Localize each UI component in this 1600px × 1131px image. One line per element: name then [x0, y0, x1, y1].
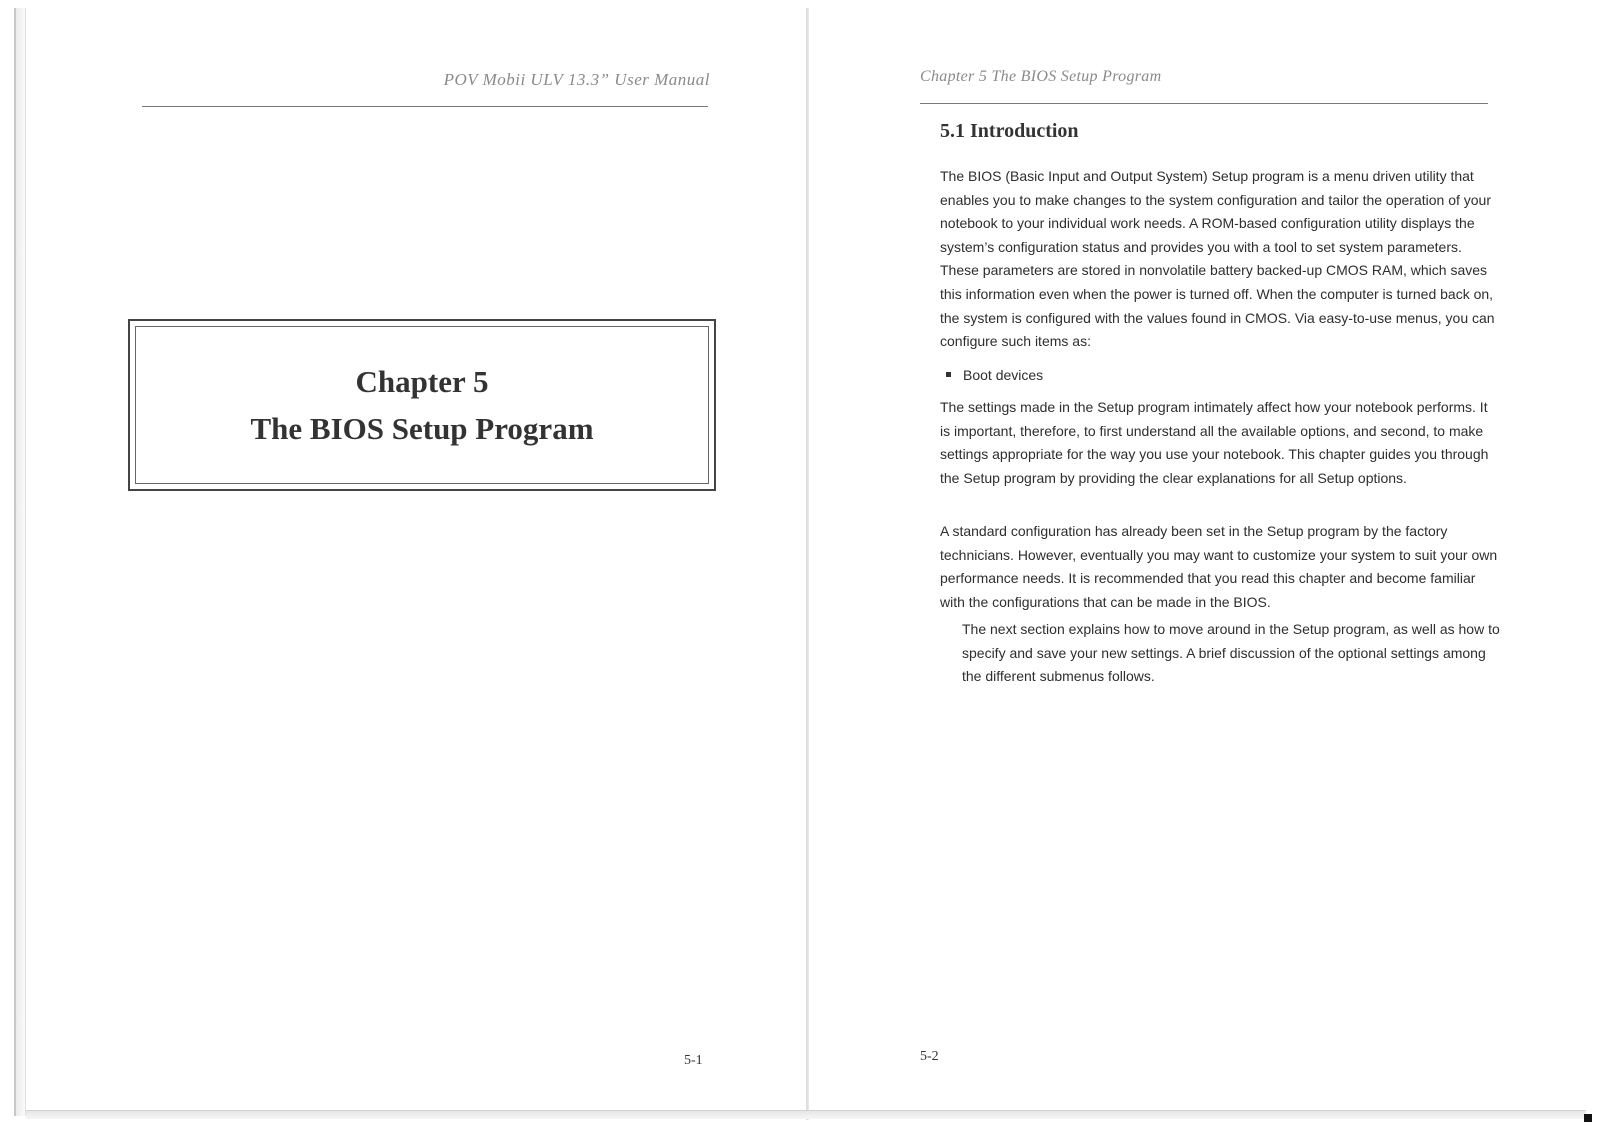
running-header-right: Chapter 5 The BIOS Setup Program: [920, 68, 1162, 85]
chapter-title-box-inner-border: [135, 326, 709, 484]
right-page: [810, 0, 1600, 1131]
header-rule-right: [920, 103, 1488, 104]
section-heading: 5.1 Introduction: [940, 120, 1079, 142]
chapter-title: The BIOS Setup Program: [250, 411, 594, 446]
bullet-item-text: Boot devices: [963, 367, 1044, 383]
chapter-number: Chapter 5: [355, 364, 489, 399]
header-rule-left: [142, 106, 708, 107]
bullet-square-icon: [946, 372, 951, 377]
paragraph-standard-config: A standard configuration has already been set in the Setup program by the factory technicians. However, eventually you may want to customize your system to suit your own performance needs. It is recommended that you read this chapter and become familiar with the configurations that can be made in the BIOS.: [940, 523, 1498, 610]
page-number-left: 5-1: [684, 1053, 703, 1068]
paragraph-next-section: The next section explains how to move around in the Setup program, as well as how to specify and save your new settings. A brief discussion of the optional settings among the different submenus follows.: [962, 621, 1500, 685]
chapter-title-box: [128, 319, 716, 491]
paragraph-intro: The BIOS (Basic Input and Output System) Setup program is a menu driven utility that enables you to make changes to the system configuration and tailor the operation of your notebook to your individual work needs. A ROM-based configuration utility displays the system’s configuration status and provides you with a tool to set system parameters. These parameters are stored in nonvolatile battery backed-up CMOS RAM, which saves this information even when the power is turned off. When the computer is turned back on, the system is configured with the values found in CMOS. Via easy-to-use menus, you can configure such items as:: [940, 168, 1495, 350]
book-spine: [806, 8, 809, 1120]
page-number-right: 5-2: [920, 1049, 939, 1064]
running-header-left: POV Mobii ULV 13.3” User Manual: [443, 70, 710, 89]
paragraph-settings: The settings made in the Setup program intimately affect how your notebook performs. It is important, therefore, to first understand all the available options, and second, to make settings appropriate for the way you use your notebook. This chapter guides you through the Setup program by providing the clear explanations for all Setup options.: [940, 399, 1489, 486]
bullet-item: [940, 364, 1043, 388]
